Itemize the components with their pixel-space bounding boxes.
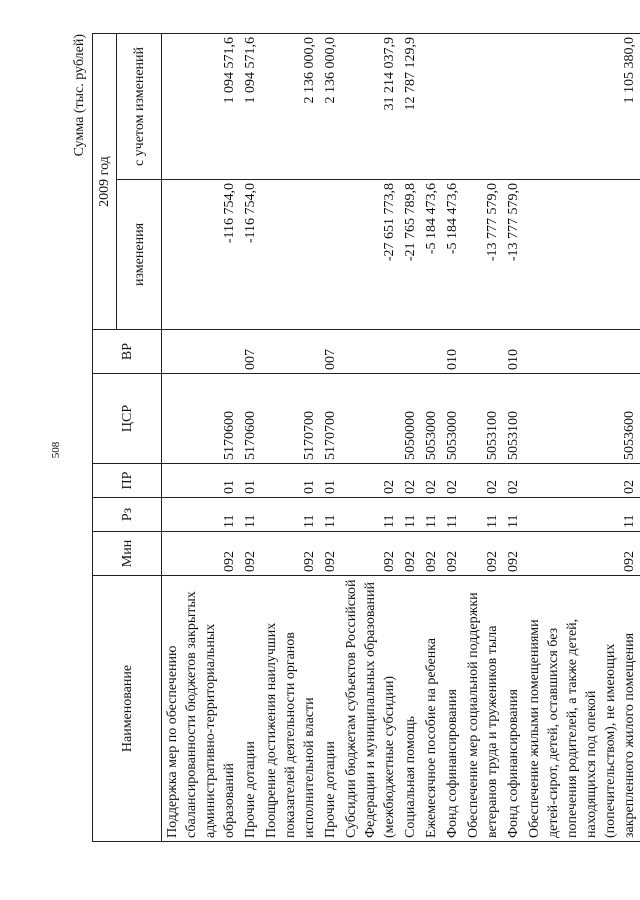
cell-pr: 01 [240, 464, 261, 498]
cell-csr: 5170600 [240, 374, 261, 464]
cell-with-changes: 31 214 037,9 [341, 34, 400, 180]
cell-min: 092 [341, 532, 400, 576]
cell-min: 092 [400, 532, 421, 576]
page-number: 508 [50, 441, 62, 459]
cell-min: 092 [442, 532, 463, 576]
cell-changes [320, 180, 341, 330]
cell-name: Прочие дотации [240, 576, 261, 842]
cell-vr [341, 330, 400, 374]
cell-changes: -116 754,0 [162, 180, 241, 330]
header-rz: Рз [93, 498, 162, 532]
cell-min: 092 [261, 532, 320, 576]
table-row [524, 34, 640, 842]
cell-name: Обеспечение жилыми помещениями детей-сирот, детей, оставшихся без попечения родителей, а также детей, находящихся под опекой (попечительством), не имеющих закрепленного жилого помещения [524, 576, 640, 842]
cell-with-changes [421, 34, 442, 180]
unit-caption: Сумма (тыс. рублей) [72, 34, 87, 157]
cell-csr: 5050000 [400, 374, 421, 464]
cell-vr [261, 330, 320, 374]
cell-vr [463, 330, 503, 374]
header-with-changes: с учетом изменений [117, 34, 162, 180]
table-row [162, 34, 241, 842]
table-body [162, 34, 640, 842]
cell-with-changes: 1 094 571,6 [240, 34, 261, 180]
table-row [240, 34, 261, 842]
cell-csr: 5053000 [421, 374, 442, 464]
cell-with-changes [442, 34, 463, 180]
cell-pr: 01 [320, 464, 341, 498]
cell-with-changes [463, 34, 503, 180]
cell-vr: 007 [320, 330, 341, 374]
cell-rz: 11 [400, 498, 421, 532]
cell-rz: 11 [320, 498, 341, 532]
header-min: Мин [93, 532, 162, 576]
cell-pr: 01 [162, 464, 241, 498]
cell-min: 092 [421, 532, 442, 576]
cell-min: 092 [320, 532, 341, 576]
cell-name: Социальная помощь [400, 576, 421, 842]
cell-vr [400, 330, 421, 374]
cell-csr: 5053600 [524, 374, 640, 464]
cell-pr: 02 [421, 464, 442, 498]
cell-changes: -13 777 579,0 [463, 180, 503, 330]
cell-pr: 02 [400, 464, 421, 498]
cell-with-changes: 12 787 129,9 [400, 34, 421, 180]
cell-pr: 02 [442, 464, 463, 498]
cell-rz: 11 [341, 498, 400, 532]
cell-name: Фонд софинансирования [503, 576, 524, 842]
table-row [320, 34, 341, 842]
cell-with-changes: 2 136 000,0 [320, 34, 341, 180]
cell-rz: 11 [524, 498, 640, 532]
table-row [463, 34, 503, 842]
cell-pr: 02 [341, 464, 400, 498]
cell-changes: -5 184 473,6 [421, 180, 442, 330]
cell-changes [524, 180, 640, 330]
cell-rz: 11 [463, 498, 503, 532]
header-year: 2009 год [93, 34, 117, 330]
header-pr: ПР [93, 464, 162, 498]
cell-csr: 5053000 [442, 374, 463, 464]
cell-csr: 5170700 [320, 374, 341, 464]
cell-vr: 010 [442, 330, 463, 374]
cell-rz: 11 [240, 498, 261, 532]
cell-with-changes: 2 136 000,0 [261, 34, 320, 180]
cell-pr: 02 [503, 464, 524, 498]
cell-name: Поощрение достижения наилучших показателей деятельности органов исполнительной власти [261, 576, 320, 842]
cell-pr: 02 [524, 464, 640, 498]
header-name: Наименование [93, 576, 162, 842]
cell-min: 092 [162, 532, 241, 576]
header-changes: изменения [117, 180, 162, 330]
cell-pr: 01 [261, 464, 320, 498]
cell-changes: -21 765 789,8 [400, 180, 421, 330]
cell-csr: 5053100 [463, 374, 503, 464]
table-row [261, 34, 320, 842]
header-row-top [93, 34, 117, 842]
cell-min: 092 [463, 532, 503, 576]
cell-rz: 11 [421, 498, 442, 532]
table-row [400, 34, 421, 842]
cell-name: Субсидии бюджетам субъектов Российской Федерации и муниципальных образований (межбюджетные субсидии) [341, 576, 400, 842]
cell-changes: -13 777 579,0 [503, 180, 524, 330]
cell-rz: 11 [162, 498, 241, 532]
budget-table [92, 33, 640, 842]
cell-pr: 02 [463, 464, 503, 498]
cell-min: 092 [240, 532, 261, 576]
cell-min: 092 [503, 532, 524, 576]
cell-csr [341, 374, 400, 464]
table-row [421, 34, 442, 842]
cell-changes: -5 184 473,6 [442, 180, 463, 330]
cell-vr [524, 330, 640, 374]
cell-csr: 5170700 [261, 374, 320, 464]
cell-csr: 5170600 [162, 374, 241, 464]
table-row [341, 34, 400, 842]
cell-vr [421, 330, 442, 374]
cell-with-changes [503, 34, 524, 180]
cell-with-changes: 1 105 380,0 [524, 34, 640, 180]
cell-with-changes: 1 094 571,6 [162, 34, 241, 180]
cell-rz: 11 [261, 498, 320, 532]
header-vr: ВР [93, 330, 162, 374]
cell-vr: 007 [240, 330, 261, 374]
cell-name: Обеспечение мер социальной поддержки ветеранов труда и тружеников тыла [463, 576, 503, 842]
table-row [442, 34, 463, 842]
cell-changes [261, 180, 320, 330]
document-body [0, 34, 640, 842]
table-row [503, 34, 524, 842]
cell-rz: 11 [503, 498, 524, 532]
cell-csr: 5053100 [503, 374, 524, 464]
cell-changes: -116 754,0 [240, 180, 261, 330]
cell-name: Фонд софинансирования [442, 576, 463, 842]
header-csr: ЦСР [93, 374, 162, 464]
cell-name: Прочие дотации [320, 576, 341, 842]
cell-name: Поддержка мер по обеспечению сбалансированности бюджетов закрытых административно-территориальных образований [162, 576, 241, 842]
cell-name: Ежемесячное пособие на ребенка [421, 576, 442, 842]
cell-min: 092 [524, 532, 640, 576]
cell-vr: 010 [503, 330, 524, 374]
cell-vr [162, 330, 241, 374]
cell-changes: -27 651 773,8 [341, 180, 400, 330]
cell-rz: 11 [442, 498, 463, 532]
